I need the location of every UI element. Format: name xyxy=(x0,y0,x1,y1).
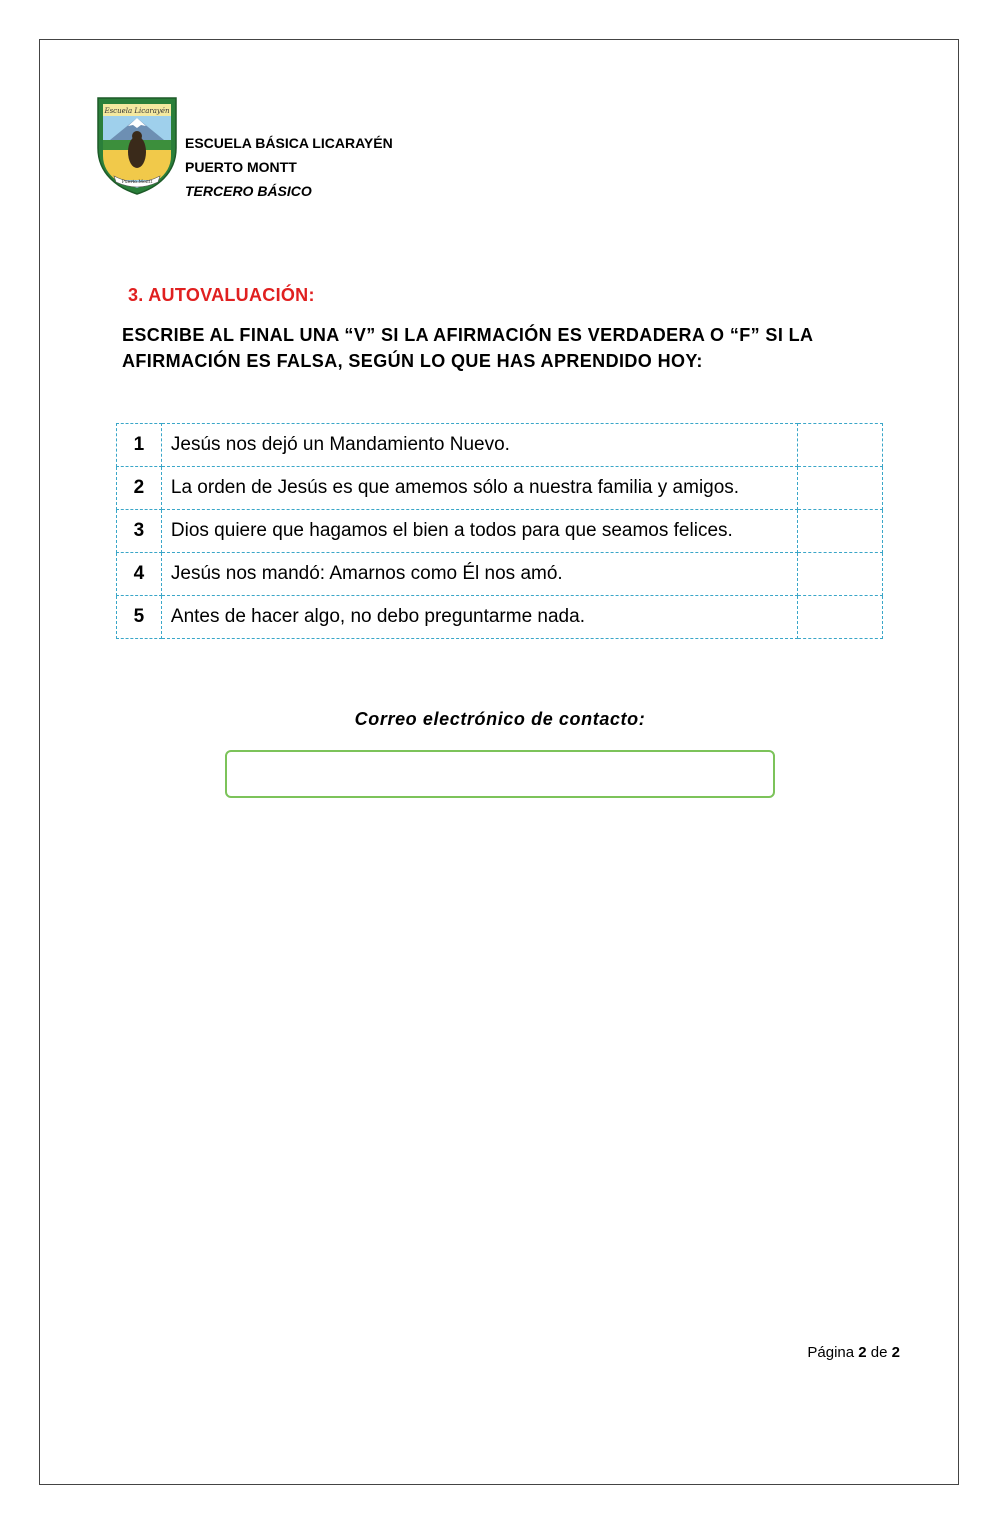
page-number xyxy=(790,1344,900,1361)
statement-text: Dios quiere que hagamos el bien a todos para que seamos felices. xyxy=(161,510,797,553)
answer-cell[interactable] xyxy=(798,510,883,553)
table-row xyxy=(117,424,883,467)
school-header xyxy=(185,131,393,203)
statement-number: 1 xyxy=(117,424,162,467)
answer-cell[interactable] xyxy=(798,424,883,467)
statement-number: 2 xyxy=(117,467,162,510)
statement-number: 3 xyxy=(117,510,162,553)
statement-text: Antes de hacer algo, no debo preguntarme nada. xyxy=(161,596,797,639)
current-page: 2 xyxy=(858,1344,867,1361)
contact-email-input[interactable] xyxy=(225,750,775,798)
statement-text: La orden de Jesús es que amemos sólo a nuestra familia y amigos. xyxy=(161,467,797,510)
total-pages: 2 xyxy=(891,1344,900,1361)
school-city: PUERTO MONTT xyxy=(185,159,297,175)
instructions-text: ESCRIBE AL FINAL UNA “V” SI LA AFIRMACIÓN ES VERDADERA O “F” SI LA AFIRMACIÓN ES FALSA, SEGÚN LO QUE HAS APRENDIDO HOY: xyxy=(122,325,813,371)
statement-text: Jesús nos dejó un Mandamiento Nuevo. xyxy=(161,424,797,467)
school-crest-logo xyxy=(96,96,178,196)
statement-text: Jesús nos mandó: Amarnos como Él nos amó. xyxy=(161,553,797,596)
answer-cell[interactable] xyxy=(798,467,883,510)
answer-cell[interactable] xyxy=(798,553,883,596)
table-row xyxy=(117,510,883,553)
table-row xyxy=(117,596,883,639)
statement-number: 4 xyxy=(117,553,162,596)
answer-cell[interactable] xyxy=(798,596,883,639)
page-word: Página xyxy=(807,1344,855,1361)
table-row xyxy=(117,553,883,596)
statement-number: 5 xyxy=(117,596,162,639)
statements-table xyxy=(116,423,883,639)
crest-bottom-text: Puerto Montt xyxy=(121,180,153,185)
contact-email-label: Correo electrónico de contacto: xyxy=(354,709,646,729)
section-title: 3. AUTOVALUACIÓN: xyxy=(128,285,315,305)
school-grade: TERCERO BÁSICO xyxy=(185,183,312,199)
school-name: ESCUELA BÁSICA LICARAYÉN xyxy=(185,135,393,151)
crest-banner-text: Escuela Licarayén xyxy=(104,107,170,115)
table-row xyxy=(117,467,883,510)
of-word: de xyxy=(870,1344,888,1361)
